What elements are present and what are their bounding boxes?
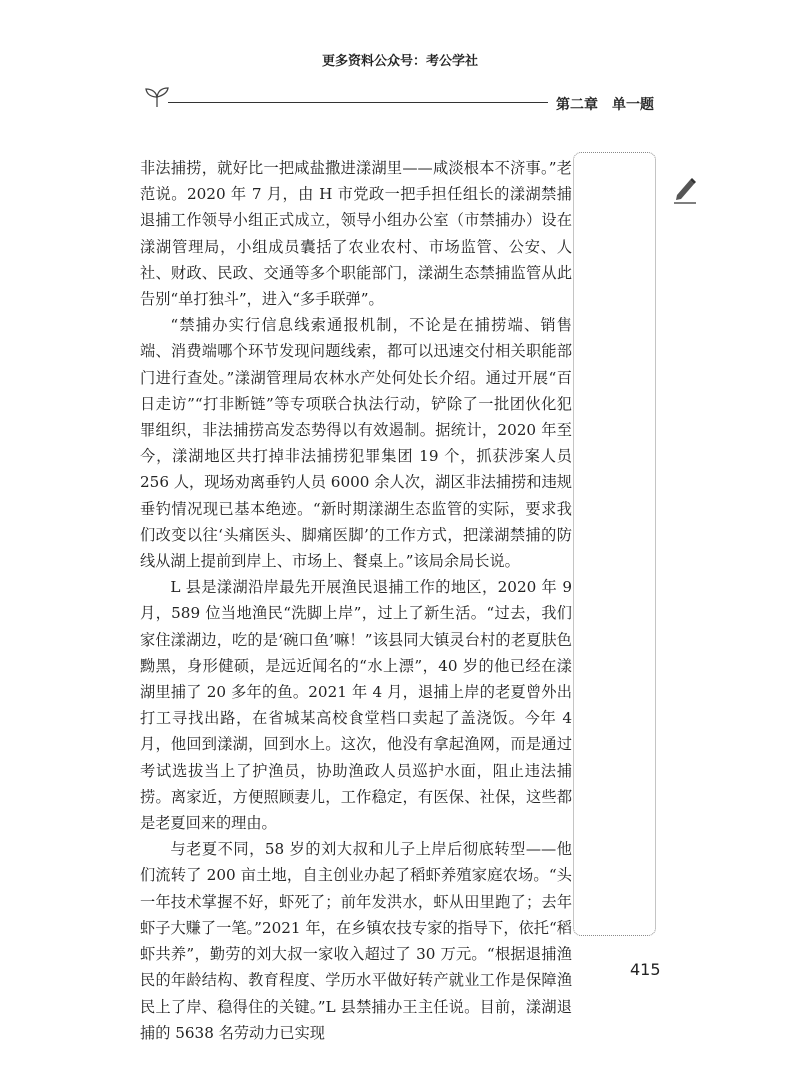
chapter-title: 第二章 单一题: [556, 97, 654, 113]
page-number: 415: [630, 960, 661, 979]
article-body: [140, 155, 572, 1046]
paragraph: “禁捕办实行信息线索通报机制，不论是在捕捞端、销售端、消费端哪个环节发现问题线索，都可以迅速交付相关职能部门进行查处。”漾湖管理局农林水产处何处长介绍。通过开展“百日走访”“打非断链”等专项联合执法行动，铲除了一批团伙化犯罪组织，非法捕捞高发态势得以有效遏制。据统计，2020 年至今，漾湖地区共打掉非法捕捞犯罪集团 19 个，抓获涉案人员 256 人，现场劝离垂钓人员 6000 余人次，湖区非法捕捞和违规垂钓情况现已基本绝迹。“新时期漾湖生态监管的实际，要求我们改变以往‘头痛医头、脚痛医脚’的工作方式，把漾湖禁捕的防线从湖上提前到岸上、市场上、餐桌上。”该局余局长说。: [140, 316, 572, 571]
sprout-icon: [143, 86, 171, 108]
paragraph: 与老夏不同，58 岁的刘大叔和儿子上岸后彻底转型——他们流转了 200 亩土地，自主创业办起了稻虾养殖家庭农场。“头一年技术掌握不好，虾死了；前年发洪水，虾从田里跑了；去年虾子大赚了一笔。”2021 年，在乡镇农技专家的指导下，依托“稻虾共养”，勤劳的刘大叔一家收入超过了 30 万元。“根据退捕渔民的年龄结构、教育程度、学历水平做好转产就业工作是保障渔民上了岸、稳得住的关键。”L 县禁捕办王主任说。目前，漾湖退捕的 5638 名劳动力已实现: [140, 840, 572, 1042]
paragraph: 非法捕捞，就好比一把咸盐撒进漾湖里——咸淡根本不济事。”老范说。2020 年 7 月，由 H 市党政一把手担任组长的漾湖禁捕退捕工作领导小组正式成立，领导小组办公室（市禁捕办）设在漾湖管理局，小组成员囊括了农业农村、市场监管、公安、人社、财政、民政、交通等多个职能部门，漾湖生态禁捕监管从此告别“单打独斗”，进入“多手联弹”。: [140, 159, 572, 309]
notes-margin-box: [573, 152, 656, 936]
top-banner: 更多资料公众号：考公学社: [321, 54, 478, 69]
paragraph: L 县是漾湖沿岸最先开展渔民退捕工作的地区，2020 年 9 月，589 位当地渔民“洗脚上岸”，过上了新生活。“过去，我们家住漾湖边，吃的是‘碗口鱼’嘛！”该县同大镇灵台村的老夏肤色黝黑，身形健硕，是远近闻名的“水上漂”，40 岁的他已经在漾湖里捕了 20 多年的鱼。2021 年 4 月，退捕上岸的老夏曾外出打工寻找出路，在省城某高校食堂档口卖起了盖浇饭。今年 4 月，他回到漾湖，回到水上。这次，他没有拿起渔网，而是通过考试选拔当上了护渔员，协助渔政人员巡护水面，阻止违法捕捞。离家近，方便照顾妻儿，工作稳定，有医保、社保，这些都是老夏回来的理由。: [140, 578, 572, 833]
pencil-icon: [672, 176, 698, 206]
header-rule: [168, 102, 548, 103]
